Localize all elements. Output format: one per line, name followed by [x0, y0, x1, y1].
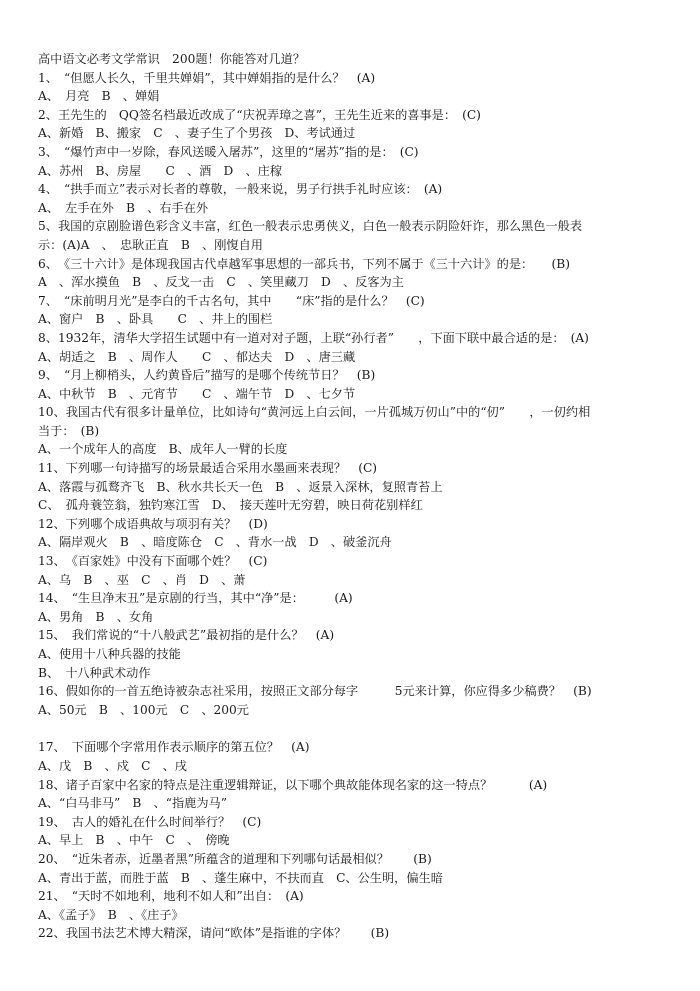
text-line: A、落霞与孤鹜齐飞 B、秋水共长天一色 B 、返景入深林，复照青苔上	[38, 479, 443, 494]
text-line: A、50元 B 、100元 C 、200元	[38, 702, 249, 717]
text-line: A、苏州 B、房屋 C 、酒 D 、庄稼	[38, 163, 283, 178]
text-line: A、隔岸观火 B 、暗度陈仓 C 、背水一战 D 、破釜沉舟	[38, 535, 392, 550]
text-line: A、中秋节 B 、元宵节 C 、端午节 D 、七夕节	[38, 386, 356, 401]
text-line: A、胡适之 B 、周作人 C 、郁达夫 D 、唐三藏	[38, 349, 356, 364]
text-line: 7、 “床前明月光”是李白的千古名句，其中 “床”指的是什么？ (C)	[38, 293, 425, 308]
text-line: 20、 “近朱者赤，近墨者黑”所蕴含的道理和下列哪句话最相似？ (B)	[38, 851, 432, 866]
text-line: 当于： (B)	[38, 423, 100, 438]
text-line: 12、下列哪个成语典故与项羽有关？ (D)	[38, 516, 268, 531]
text-line: 10、我国古代有很多计量单位，比如诗句“黄河远上白云间，一片孤城万仞山”中的“仞” ，一仞约相	[38, 405, 591, 420]
text-line: B、 十八种武术动作	[38, 665, 151, 680]
document-page	[38, 50, 683, 943]
text-line: 5、我国的京剧脸谱色彩含义丰富，红色一般表示忠勇侠义，白色一般表示阴险奸诈，那么黑色一般表	[38, 219, 583, 234]
text-line: 18、诸子百家中名家的特点是注重逻辑辩证，以下哪个典故能体现名家的这一特点？ (A)	[38, 777, 548, 792]
text-line: 22、我国书法艺术博大精深，请问“欧体”是指谁的字体？ (B)	[38, 926, 390, 941]
text-line: A、“白马非马” B 、“指鹿为马”	[38, 796, 227, 811]
text-line: 4、 “拱手而立”表示对长者的尊敬，一般来说，男子行拱手礼时应该： (A)	[38, 182, 443, 197]
text-line: 1、 “但愿人长久，千里共婵娟”，其中婵娟指的是什么？ (A)	[38, 70, 376, 85]
text-line: 21、 “天时不如地利，地利不如人和”出自： (A)	[38, 889, 304, 904]
text-line: 示：(A)A 、 忠耿正直 B 、刚愎自用	[38, 237, 263, 252]
blank-line	[38, 719, 683, 738]
text-line: A、早上 B 、中午 C 、 傍晚	[38, 833, 230, 848]
text-line: 9、 “月上柳梢头，人约黄昏后”描写的是哪个传统节日？ (B)	[38, 368, 376, 383]
text-line: A、青出于蓝，而胜于蓝 B 、蓬生麻中，不扶而直 C、公生明，偏生暗	[38, 870, 443, 885]
text-line: A、使用十八种兵器的技能	[38, 647, 181, 661]
text-line: A 、浑水摸鱼 B 、反戈一击 C 、笑里藏刀 D 、反客为主	[38, 275, 404, 290]
text-line: 15、 我们常说的“十八般武艺”最初指的是什么？ (A)	[38, 628, 335, 643]
text-line: 3、 “爆竹声中一岁除，春风送暖入屠苏”，这里的“屠苏”指的是： (C)	[38, 144, 419, 159]
text-line: 16、假如你的一首五绝诗被杂志社采用，按照正文部分每字 5元来计算，你应得多少稿费？ (B)	[38, 684, 592, 699]
text-line: A、男角 B 、女角	[38, 609, 154, 624]
text-line: 2、王先生的 QQ签名档最近改成了“庆祝弄璋之喜”，王先生近来的喜事是： (C)	[38, 107, 481, 122]
text-line: A、一个成年人的高度 B、成年人一臂的长度	[38, 442, 288, 457]
text-line: A、 月亮 B 、婵娟	[38, 89, 160, 104]
question-list	[38, 69, 683, 943]
text-line: 8、1932年，清华大学招生试题中有一道对对子题，上联“孙行者” ，下面下联中最合适的是： (A)	[38, 330, 589, 345]
text-line: 17、 下面哪个字常用作表示顺序的第五位？ (A)	[38, 740, 310, 755]
text-line: A、乌 B 、巫 C 、肖 D 、萧	[38, 572, 246, 587]
text-line: A、窗户 B 、卧具 C 、井上的围栏	[38, 312, 273, 327]
text-line: 6、 《三十六计》是体现我国古代卓越军事思想的一部兵书，下列不属于《三十六计》的是： (B)	[38, 256, 570, 271]
text-line: A、戊 B 、戍 C 、戌	[38, 758, 187, 773]
text-line: A、新婚 B、搬家 C 、妻子生了个男孩 D、考试通过	[38, 126, 356, 141]
text-line: A、 左手在外 B 、右手在外	[38, 200, 209, 215]
document-title: 高中语文必考文学常识 200题！你能答对几道？	[38, 52, 306, 66]
text-line: 14、 “生旦净末丑”是京剧的行当，其中“净”是： (A)	[38, 591, 353, 606]
text-line: 19、 古人的婚礼在什么时间举行？ (C)	[38, 814, 262, 829]
text-line: C、 孤舟蓑笠翁，独钓寒江雪 D、 接天莲叶无穷碧，映日荷花别样红	[38, 498, 423, 513]
text-line: 13、 《百家姓》中没有下面哪个姓？ (C)	[38, 554, 268, 569]
text-line: 11、下列哪一句诗描写的场景最适合采用水墨画来表现？ (C)	[38, 461, 378, 476]
text-line: A、《孟子》 B 、《庄子》	[38, 907, 184, 922]
